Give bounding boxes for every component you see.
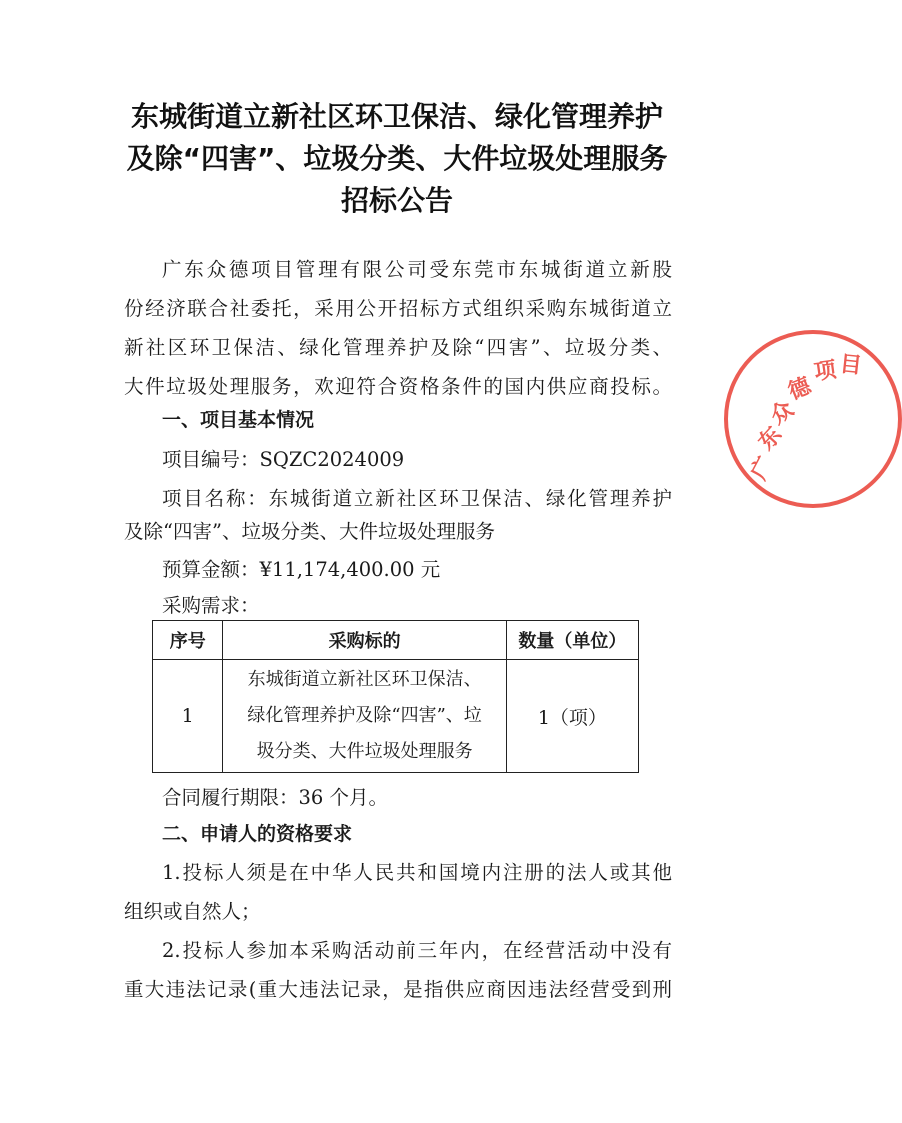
requirement-label: 采购需求： (162, 594, 260, 617)
project-name-line-2: 及除“四害”、垃圾分类、大件垃圾处理服务 (124, 520, 495, 543)
title-line-3: 招标公告 (340, 184, 453, 217)
qualification-1-line-2: 组织或自然人； (124, 900, 261, 923)
intro-line-2: 份经济联合社委托，采用公开招标方式组织采购东城街道立 (124, 297, 672, 320)
cell-subject-line-1: 东城街道立新社区环卫保洁、 (247, 669, 482, 690)
header-subject: 采购标的 (223, 621, 506, 660)
title-line-1: 东城街道立新社区环卫保洁、绿化管理养护 (130, 100, 663, 133)
section-2-heading: 二、申请人的资格要求 (162, 823, 353, 845)
company-seal-stamp: 广 东 众 德 项 目 (724, 330, 902, 508)
requirement-table (152, 620, 639, 773)
cell-subject-line-3: 圾分类、大件垃圾处理服务 (256, 741, 473, 762)
qualification-1-line-1: 1.投标人须是在中华人民共和国境内注册的法人或其他 (162, 861, 672, 884)
intro-line-4: 大件垃圾处理服务，欢迎符合资格条件的国内供应商投标。 (124, 375, 672, 398)
cell-subject-line-2: 绿化管理养护及除“四害”、垃 (247, 705, 482, 726)
qualification-2-line-2: 重大违法记录(重大违法记录，是指供应商因违法经营受到刑 (124, 978, 672, 1001)
intro-line-3: 新社区环卫保洁、绿化管理养护及除“四害”、垃圾分类、 (124, 336, 672, 359)
cell-subject (223, 660, 506, 773)
qualification-2-line-1: 2.投标人参加本采购活动前三年内，在经营活动中没有 (162, 939, 672, 962)
document-title (100, 96, 694, 222)
contract-period: 合同履行期限：36 个月。 (162, 786, 389, 809)
project-name-line-1: 项目名称：东城街道立新社区环卫保洁、绿化管理养护 (162, 487, 672, 510)
header-no: 序号 (153, 621, 223, 660)
header-quantity: 数量（单位） (506, 621, 638, 660)
project-number: 项目编号：SQZC2024009 (162, 448, 405, 471)
cell-quantity: 1（项） (506, 660, 638, 773)
title-line-2: 及除“四害”、垃圾分类、大件垃圾处理服务 (126, 142, 668, 175)
cell-no: 1 (153, 660, 223, 773)
intro-line-1: 广东众德项目管理有限公司受东莞市东城街道立新股 (162, 258, 672, 281)
table-header-row (153, 621, 639, 660)
section-1-heading: 一、项目基本情况 (162, 409, 315, 431)
budget-amount: 预算金额：¥11,174,400.00 元 (162, 558, 441, 581)
table-row (153, 660, 639, 773)
